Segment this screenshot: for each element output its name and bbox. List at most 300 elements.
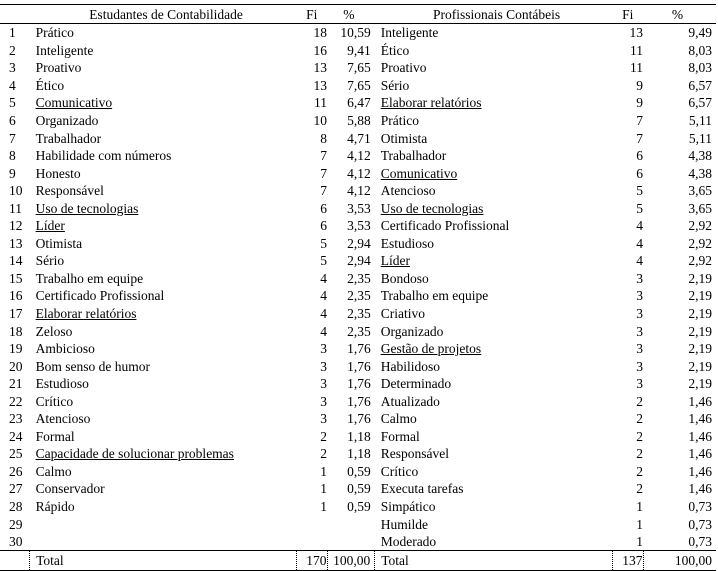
student-pct-text: 1,76: [347, 376, 371, 392]
professional-attribute: [375, 428, 613, 446]
professional-attribute: [375, 129, 613, 147]
professional-pct: [643, 199, 716, 217]
professional-pct: [643, 498, 716, 516]
professional-pct: [643, 112, 716, 130]
professional-fi: [613, 287, 644, 305]
professional-pct: [643, 480, 716, 498]
professional-fi-text: 1: [636, 534, 644, 550]
header-professionals-fi: Fi: [613, 5, 644, 24]
professional-attribute: [375, 375, 613, 393]
student-fi-text: 13: [313, 77, 327, 93]
table-row: [0, 112, 716, 130]
professional-pct-text: 1,46: [688, 411, 712, 427]
professional-attribute-text: Determinado: [380, 376, 452, 392]
professional-attribute: [375, 463, 613, 481]
student-fi-text: 6: [320, 200, 327, 216]
professional-fi-text: 4: [636, 235, 644, 251]
row-number-text: 25: [9, 446, 23, 462]
total-students-pct: 100,00: [327, 551, 375, 571]
row-number: [0, 217, 30, 235]
student-pct: [327, 24, 375, 42]
row-number: [0, 375, 30, 393]
row-number-text: 11: [9, 200, 22, 216]
student-fi-text: 5: [320, 253, 327, 269]
row-number-text: 13: [9, 235, 23, 251]
student-attribute: [30, 147, 297, 165]
student-pct-text: 2,94: [347, 253, 371, 269]
total-number-cell: [0, 551, 30, 571]
professional-pct-text: 0,73: [688, 499, 712, 515]
professional-fi: [613, 428, 644, 446]
row-number-text: 5: [9, 95, 16, 111]
professional-attribute: [375, 217, 613, 235]
student-attribute-text: Trabalhador: [35, 130, 102, 146]
professional-fi-text: 4: [636, 218, 644, 234]
student-pct: [327, 217, 375, 235]
professional-pct-text: 8,03: [688, 60, 712, 76]
row-number: [0, 252, 30, 270]
professional-attribute-text: Responsável: [380, 446, 449, 462]
professional-attribute-text: Ético: [380, 42, 410, 58]
student-attribute: [30, 498, 297, 516]
row-number-text: 29: [9, 516, 23, 532]
student-pct-text: 0,59: [347, 499, 371, 515]
student-fi: [296, 42, 327, 60]
student-fi: [296, 235, 327, 253]
table-row: [0, 287, 716, 305]
student-attribute: [30, 445, 297, 463]
professional-pct-text: 5,11: [688, 113, 712, 128]
student-attribute-text: Sério: [35, 253, 65, 269]
student-attribute-text: Ético: [35, 77, 65, 93]
table-row: [0, 428, 716, 446]
professional-fi: [613, 340, 644, 358]
professional-fi-text: 11: [630, 60, 644, 76]
student-pct: [327, 77, 375, 95]
student-pct-text: 3,53: [347, 218, 371, 234]
student-pct-text: 0,59: [347, 481, 371, 497]
professional-pct-text: 3,65: [688, 200, 712, 216]
row-number-text: 18: [9, 323, 23, 339]
row-number-text: 21: [9, 376, 23, 392]
student-pct: [327, 357, 375, 375]
table-row: [0, 533, 716, 551]
student-pct-text: 1,76: [347, 358, 371, 374]
student-fi: [296, 217, 327, 235]
professional-pct: [643, 392, 716, 410]
student-attribute-text: Habilidade com números: [35, 148, 172, 164]
professional-attribute: [375, 199, 613, 217]
row-number: [0, 129, 30, 147]
row-number-text: 23: [9, 411, 23, 427]
professional-attribute-text: Comunicativo: [380, 165, 458, 181]
row-number-text: 28: [9, 499, 23, 515]
professional-fi: [613, 164, 644, 182]
student-fi: [296, 428, 327, 446]
professional-fi: [613, 199, 644, 217]
professional-fi-text: 3: [636, 341, 644, 357]
table-row: [0, 375, 716, 393]
table-row: [0, 59, 716, 77]
student-attribute: [30, 252, 297, 270]
table-body: [0, 24, 716, 551]
professional-attribute: [375, 515, 613, 533]
professional-attribute-text: Atualizado: [380, 393, 440, 409]
professional-attribute: [375, 340, 613, 358]
table-row: [0, 322, 716, 340]
professional-pct: [643, 217, 716, 235]
professional-pct-text: 2,19: [688, 323, 712, 339]
professional-attribute: [375, 305, 613, 323]
total-label-professionals: Total: [375, 551, 613, 571]
header-number: [0, 5, 30, 24]
professional-pct: [643, 164, 716, 182]
row-number-text: 16: [9, 288, 23, 304]
professional-attribute-text: Habilidoso: [380, 358, 440, 374]
student-fi-text: 3: [320, 358, 327, 374]
professional-pct-text: 2,19: [688, 270, 712, 286]
student-fi: [296, 340, 327, 358]
table-row: [0, 392, 716, 410]
student-attribute: [30, 42, 297, 60]
row-number-text: 7: [9, 130, 16, 146]
student-fi: [296, 480, 327, 498]
student-pct-text: 4,12: [347, 183, 371, 199]
student-fi-text: 4: [320, 270, 327, 286]
professional-pct-text: 1,46: [688, 428, 712, 444]
row-number: [0, 305, 30, 323]
professional-fi-text: 5: [636, 183, 644, 199]
student-pct: [327, 480, 375, 498]
professional-fi: [613, 463, 644, 481]
professional-attribute: [375, 357, 613, 375]
header-row: [0, 5, 716, 24]
student-attribute: [30, 533, 297, 551]
professional-fi-text: 2: [636, 446, 644, 462]
student-pct: [327, 164, 375, 182]
row-number-text: 14: [9, 253, 23, 269]
professional-attribute-text: Inteligente: [380, 25, 439, 41]
student-fi-text: 3: [320, 393, 327, 409]
student-attribute-text: Bom senso de humor: [35, 358, 150, 374]
table-row: [0, 498, 716, 516]
professional-attribute-text: Organizado: [380, 323, 444, 339]
student-fi-text: 4: [320, 288, 327, 304]
student-attribute-text: Líder: [35, 218, 65, 234]
professional-attribute: [375, 498, 613, 516]
row-number-text: 3: [9, 60, 16, 76]
student-attribute: [30, 428, 297, 446]
student-fi: [296, 77, 327, 95]
professional-pct-text: 4,38: [688, 148, 712, 164]
table-row: [0, 463, 716, 481]
student-pct-text: 2,35: [347, 270, 371, 286]
professional-fi: [613, 252, 644, 270]
student-attribute: [30, 182, 297, 200]
student-fi: [296, 129, 327, 147]
student-attribute-text: Uso de tecnologias: [35, 200, 139, 216]
student-pct: [327, 112, 375, 130]
professional-fi: [613, 42, 644, 60]
student-fi-text: 2: [320, 428, 327, 444]
student-fi-text: 4: [320, 323, 327, 339]
student-fi: [296, 199, 327, 217]
row-number: [0, 410, 30, 428]
student-pct: [327, 42, 375, 60]
professional-fi: [613, 375, 644, 393]
total-row: [0, 551, 716, 571]
row-number: [0, 428, 30, 446]
professional-fi: [613, 305, 644, 323]
professional-fi: [613, 59, 644, 77]
row-number-text: 26: [9, 463, 23, 479]
student-fi-text: 13: [313, 60, 327, 76]
student-attribute-text: Crítico: [35, 393, 74, 409]
table-row: [0, 270, 716, 288]
student-fi-text: 1: [320, 463, 327, 479]
student-attribute: [30, 235, 297, 253]
student-pct: [327, 428, 375, 446]
professional-pct-text: 2,19: [688, 341, 712, 357]
student-fi: [296, 533, 327, 551]
professional-pct: [643, 357, 716, 375]
professional-fi: [613, 357, 644, 375]
student-fi-text: 3: [320, 376, 327, 392]
student-pct: [327, 59, 375, 77]
professional-attribute: [375, 410, 613, 428]
professional-pct-text: 2,92: [688, 235, 712, 251]
professional-attribute: [375, 235, 613, 253]
row-number: [0, 199, 30, 217]
student-attribute: [30, 357, 297, 375]
professional-pct-text: 0,73: [688, 534, 712, 550]
professional-pct: [643, 24, 716, 42]
student-pct: [327, 410, 375, 428]
professional-fi: [613, 112, 644, 130]
professional-attribute-text: Trabalhador: [380, 148, 447, 164]
student-pct-text: 2,35: [347, 288, 371, 304]
professional-attribute-text: Otimista: [380, 130, 428, 146]
row-number-text: 2: [9, 42, 16, 58]
professional-fi-text: 4: [636, 253, 644, 269]
professional-fi: [613, 480, 644, 498]
professional-pct: [643, 287, 716, 305]
professional-pct: [643, 182, 716, 200]
professional-attribute: [375, 24, 613, 42]
student-pct-text: 6,47: [347, 95, 371, 111]
student-pct-text: 1,18: [347, 428, 371, 444]
student-attribute-text: Elaborar relatórios: [35, 306, 137, 322]
professional-pct: [643, 515, 716, 533]
student-pct: [327, 340, 375, 358]
professional-fi: [613, 270, 644, 288]
student-fi: [296, 410, 327, 428]
professional-attribute-text: Prático: [380, 113, 419, 128]
professional-attribute-text: Simpático: [380, 499, 436, 515]
professional-pct-text: 2,92: [688, 253, 712, 269]
student-fi-text: 7: [320, 165, 327, 181]
table-row: [0, 182, 716, 200]
student-attribute-text: Prático: [35, 25, 74, 41]
student-attribute: [30, 287, 297, 305]
professional-attribute: [375, 252, 613, 270]
student-pct: [327, 270, 375, 288]
student-pct: [327, 375, 375, 393]
row-number: [0, 445, 30, 463]
professional-attribute: [375, 445, 613, 463]
professional-attribute: [375, 287, 613, 305]
student-attribute-text: Honesto: [35, 165, 81, 181]
table-row: [0, 340, 716, 358]
row-number: [0, 498, 30, 516]
professional-fi-text: 2: [636, 481, 644, 497]
total-professionals-pct: 100,00: [643, 551, 716, 571]
professional-attribute-text: Trabalho em equipe: [380, 288, 489, 304]
row-number-text: 15: [9, 270, 23, 286]
professional-pct-text: 6,57: [688, 95, 712, 111]
row-number: [0, 164, 30, 182]
professional-fi: [613, 392, 644, 410]
professional-fi: [613, 235, 644, 253]
student-pct: [327, 182, 375, 200]
table-row: [0, 445, 716, 463]
student-pct: [327, 463, 375, 481]
student-attribute-text: Calmo: [35, 463, 72, 479]
student-pct: [327, 533, 375, 551]
professional-fi-text: 3: [636, 288, 644, 304]
student-pct-text: 5,88: [347, 113, 371, 128]
student-pct: [327, 252, 375, 270]
student-fi-text: 11: [314, 95, 327, 111]
professional-attribute-text: Elaborar relatórios: [380, 95, 482, 111]
row-number: [0, 533, 30, 551]
professional-fi: [613, 94, 644, 112]
professional-fi-text: 11: [630, 42, 644, 58]
total-professionals-fi: 137: [613, 551, 644, 571]
student-attribute-text: Inteligente: [35, 42, 94, 58]
student-fi: [296, 252, 327, 270]
student-attribute: [30, 217, 297, 235]
professional-pct-text: 6,57: [688, 77, 712, 93]
student-attribute: [30, 129, 297, 147]
student-attribute-text: Ambicioso: [35, 341, 95, 357]
professional-fi-text: 3: [636, 270, 644, 286]
student-attribute-text: Atencioso: [35, 411, 91, 427]
professional-pct: [643, 305, 716, 323]
row-number-text: 4: [9, 77, 16, 93]
professional-attribute-text: Humilde: [380, 516, 428, 532]
student-pct: [327, 94, 375, 112]
student-pct-text: 4,71: [347, 130, 371, 146]
professional-pct-text: 4,38: [688, 165, 712, 181]
professional-fi-text: 2: [636, 393, 644, 409]
row-number: [0, 340, 30, 358]
student-attribute-text: Estudioso: [35, 376, 89, 392]
student-fi-text: 7: [320, 183, 327, 199]
student-fi-text: 3: [320, 341, 327, 357]
professional-fi-text: 3: [636, 323, 644, 339]
student-attribute: [30, 392, 297, 410]
row-number: [0, 392, 30, 410]
student-attribute: [30, 463, 297, 481]
row-number-text: 9: [9, 165, 16, 181]
professional-attribute-text: Gestão de projetos: [380, 341, 482, 357]
professional-pct: [643, 59, 716, 77]
row-number: [0, 515, 30, 533]
table-row: [0, 77, 716, 95]
professional-pct: [643, 77, 716, 95]
student-fi: [296, 515, 327, 533]
professional-fi-text: 6: [636, 148, 644, 164]
student-attribute-text: Comunicativo: [35, 95, 113, 111]
student-fi: [296, 305, 327, 323]
student-pct-text: 7,65: [347, 77, 371, 93]
professional-attribute-text: Atencioso: [380, 183, 436, 199]
professional-fi-text: 3: [636, 376, 644, 392]
professional-pct-text: 9,49: [688, 25, 712, 41]
student-fi-text: 2: [320, 446, 327, 462]
student-pct: [327, 445, 375, 463]
student-pct-text: 2,35: [347, 323, 371, 339]
professional-pct-text: 0,73: [688, 516, 712, 532]
row-number: [0, 147, 30, 165]
table-row: [0, 24, 716, 42]
student-fi: [296, 182, 327, 200]
row-number: [0, 287, 30, 305]
student-pct-text: 4,12: [347, 148, 371, 164]
student-fi: [296, 463, 327, 481]
professional-fi-text: 7: [636, 130, 644, 146]
student-attribute: [30, 375, 297, 393]
student-pct-text: 10,59: [340, 25, 371, 41]
professional-fi-text: 9: [636, 95, 644, 111]
professional-fi: [613, 217, 644, 235]
professional-fi: [613, 410, 644, 428]
student-pct-text: 1,76: [347, 411, 371, 427]
row-number-text: 12: [9, 218, 23, 234]
professional-fi-text: 9: [636, 77, 644, 93]
table-row: [0, 410, 716, 428]
professional-fi: [613, 147, 644, 165]
professional-fi-text: 3: [636, 306, 644, 322]
student-fi: [296, 498, 327, 516]
professional-fi: [613, 322, 644, 340]
professional-fi-text: 1: [636, 516, 644, 532]
professional-pct-text: 2,19: [688, 306, 712, 322]
table-row: [0, 480, 716, 498]
student-pct-text: 3,53: [347, 200, 371, 216]
professional-attribute: [375, 533, 613, 551]
professional-pct: [643, 129, 716, 147]
student-attribute: [30, 305, 297, 323]
frequency-table: [0, 4, 716, 571]
professional-fi: [613, 129, 644, 147]
table-row: [0, 217, 716, 235]
student-fi-text: 4: [320, 306, 327, 322]
professional-pct-text: 2,92: [688, 218, 712, 234]
student-pct-text: 4,12: [347, 165, 371, 181]
student-pct-text: 2,35: [347, 306, 371, 322]
professional-pct-text: 2,19: [688, 288, 712, 304]
professional-pct-text: 1,46: [688, 446, 712, 462]
row-number: [0, 112, 30, 130]
professional-attribute: [375, 392, 613, 410]
professional-attribute-text: Moderado: [380, 534, 437, 550]
professional-fi: [613, 498, 644, 516]
student-attribute: [30, 480, 297, 498]
table-row: [0, 147, 716, 165]
header-professionals-pct: %: [643, 5, 716, 24]
